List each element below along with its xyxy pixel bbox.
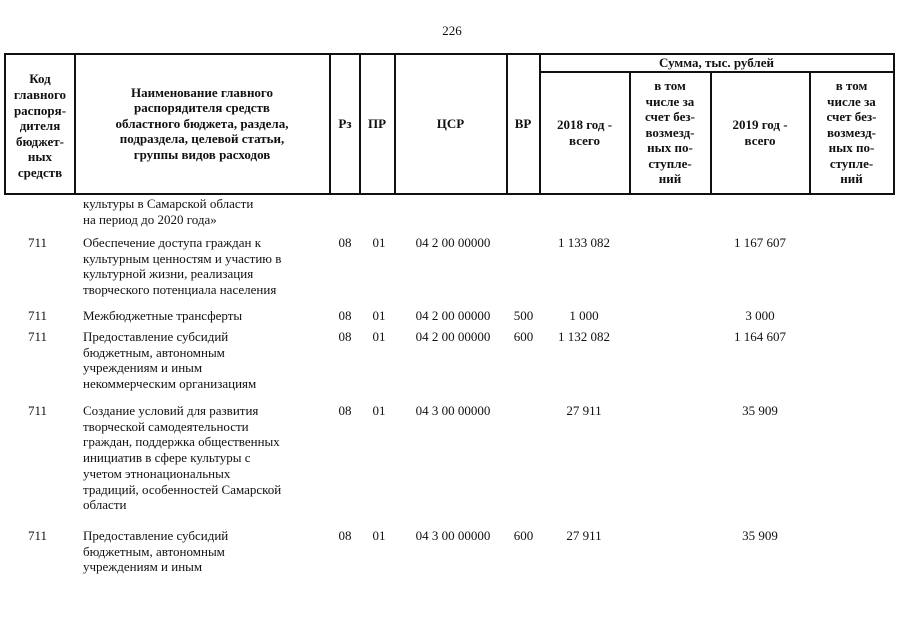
row-sum-2019: 35 909 [742,528,778,543]
header-2019-free-line: ступле- [829,155,874,171]
header-2019-free-line: счет без- [826,109,877,125]
row-csr: 04 3 00 00000 [415,403,491,418]
table-header [4,53,894,195]
header-code-line: ных [27,149,53,165]
header-code-line: дителя [19,118,61,134]
row-name-line: культурным ценностям и участию в [83,250,282,266]
row-name-line: Предоставление субсидий [83,528,229,543]
row-vr: 600 [513,329,534,344]
row-csr: 04 2 00 00000 [415,235,491,250]
row-name-line: Предоставление субсидий [83,329,229,344]
header-csr [395,54,506,193]
row-name-line: культурной жизни, реализация [83,266,254,282]
header-2019-free-line: ний [840,171,863,187]
row-name-line: Создание условий для развития [83,403,259,418]
header-bottom-border [4,193,894,195]
row-name [83,308,333,324]
row-name-line: традиций, особенностей Самарской [83,481,282,497]
header-2018-free-line: в том [654,77,686,93]
row-name-line: учреждениям и иным [83,559,203,575]
row-name-line: учетом этнонациональных [83,465,231,481]
row-code: 711 [28,308,48,323]
col-border [893,53,895,195]
header-code-line: распоря- [13,102,67,118]
header-2018-free-line: ных по- [647,140,693,156]
row-name [83,329,333,392]
header-2018-free-line: ний [658,171,682,187]
row-vr: 500 [513,308,534,323]
row-pr: 01 [372,235,386,250]
row-sum-2019: 3 000 [745,308,775,323]
page-number: 226 [442,23,462,38]
row-name-line: Межбюджетные трансферты [83,308,243,323]
row-name-line: бюджетным, автономным [83,543,225,559]
row-name-line: области [83,497,127,513]
header-name-line: областного бюджета, раздела, [115,115,289,131]
row-csr: 04 2 00 00000 [415,329,491,344]
header-code-line: Код [29,71,51,87]
row-sum-2018: 27 911 [566,403,602,418]
header-code-line: главного [13,87,67,103]
row-sum-2018: 27 911 [566,528,602,543]
row-name-line: бюджетным, автономным [83,344,225,360]
header-vr [507,54,539,193]
row-sum-2018: 1 133 082 [558,235,610,250]
header-2018-line: всего [569,132,600,148]
row-sum-2019: 1 167 607 [734,235,786,250]
row-name-line: граждан, поддержка общественных [83,434,280,450]
row-pr: 01 [372,403,386,418]
header-name [75,54,329,193]
row-name [83,528,333,575]
row-name-line: Обеспечение доступа граждан к [83,235,262,250]
header-code-line: бюджет- [15,133,64,149]
header-2019-free-line: в том [835,77,868,93]
header-2018-free [630,72,710,193]
row-code: 711 [28,329,48,344]
row-sum-2018: 1 132 082 [558,329,610,344]
row-sum-2019: 1 164 607 [734,329,786,344]
header-name-line: Наименование главного [130,84,274,100]
row-name-line: творческого потенциала населения [83,282,277,298]
row-name-line: инициатив в сфере культуры с [83,450,251,466]
row-name-line: некоммерческим организациям [83,376,257,392]
row-sum-2019: 35 909 [742,403,778,418]
header-2019-free-line: возмезд- [827,124,876,140]
row-name [83,235,333,298]
row-vr: 600 [513,528,534,543]
header-2018-total [540,72,629,193]
row-rz: 08 [338,403,352,418]
row-csr: 04 3 00 00000 [415,528,491,543]
header-2019-total [711,72,809,193]
row-pr: 01 [372,528,386,543]
header-name-line: подраздела, целевой статьи, [119,131,285,147]
header-sum-title-label: Сумма, тыс. рублей [659,54,774,70]
header-2019-free-line: числе за [827,93,876,109]
row-name-line: учреждениям и иным [83,360,203,376]
row-pr: 01 [372,329,386,344]
header-rz-label: Рз [338,115,352,131]
header-2018-free-line: счет без- [645,109,695,125]
row-code: 711 [28,403,48,418]
header-code-line: средств [17,164,63,180]
header-name-line: распорядителя средств [134,100,270,116]
header-pr-label: ПР [367,115,387,131]
header-2019-free-line: ных по- [828,140,875,156]
row-rz: 08 [338,308,352,323]
row-rz: 08 [338,235,352,250]
header-2018-free-line: возмезд- [645,124,695,140]
header-2018-free-line: ступле- [648,155,692,171]
row-name [83,403,333,513]
continuation-text-line: культуры в Самарской области [83,196,254,211]
row-rz: 08 [338,528,352,543]
header-pr [360,54,394,193]
row-pr: 01 [372,308,386,323]
header-2019-line: всего [744,132,776,148]
header-2019-free [810,72,893,193]
row-csr: 04 2 00 00000 [415,308,491,323]
header-code [5,59,75,193]
header-name-line: группы видов расходов [133,146,271,162]
header-vr-label: ВР [514,115,532,131]
header-rz [330,54,360,193]
header-csr-label: ЦСР [436,115,465,131]
header-sum-title [540,54,893,71]
header-2018-line: 2018 год - [556,116,613,132]
row-code: 711 [28,235,48,250]
row-sum-2018: 1 000 [569,308,599,323]
row-rz: 08 [338,329,352,344]
header-2019-line: 2019 год - [732,116,788,132]
row-code: 711 [28,528,48,543]
continuation-text [83,196,333,227]
header-2018-free-line: числе за [645,93,695,109]
continuation-text-line: на период до 2020 года» [83,211,217,227]
row-name-line: творческой самодеятельности [83,418,249,434]
